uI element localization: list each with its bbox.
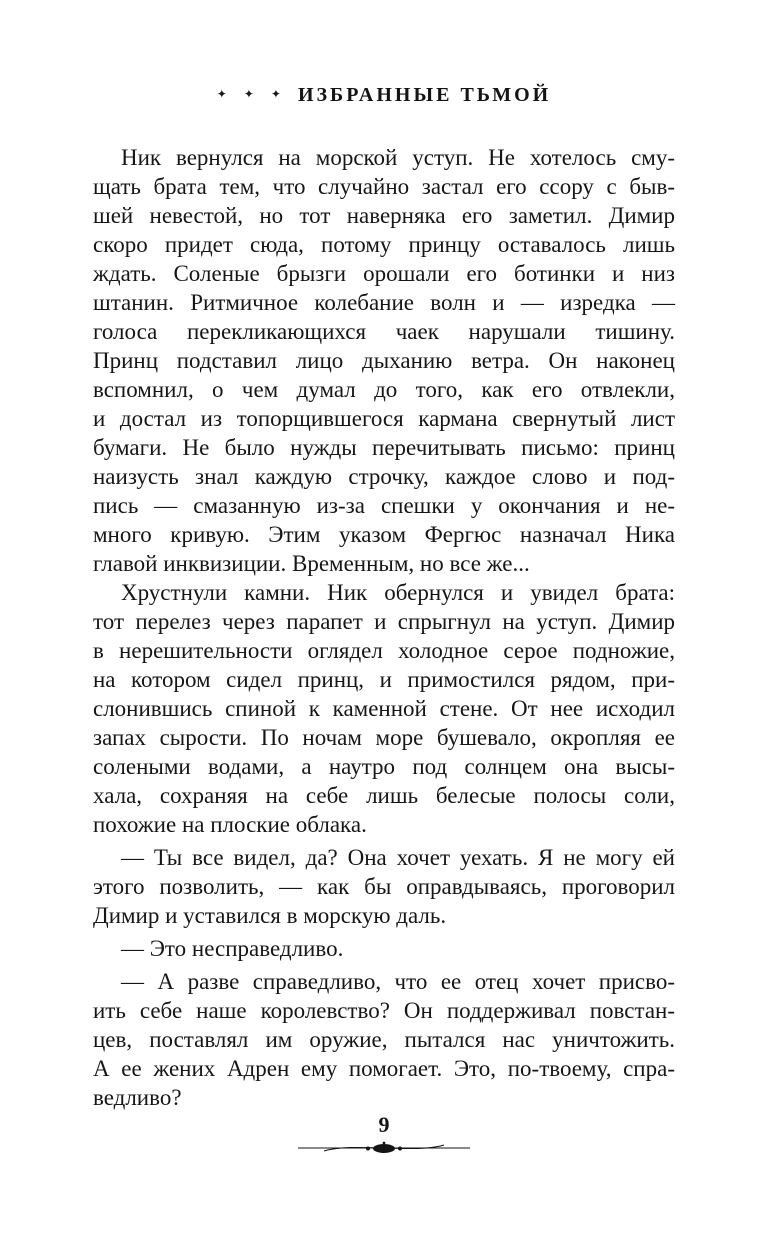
text-line: запах сырости. По ночам море бушевало, окропляя ее (93, 725, 675, 750)
text-line: ведливо? (93, 1085, 182, 1110)
text-line: Принц подставил лицо дыханию ветра. Он наконец (93, 348, 675, 373)
text-line: слонившись спиной к каменной стене. От нее исходил (93, 696, 675, 721)
page-body (93, 143, 675, 1112)
text-line: вспомнил, о чем думал до того, как его отвлекли, (93, 377, 675, 402)
text-line: Димир и уставился в морскую даль. (93, 903, 447, 928)
text-line: — Это несправедливо. (121, 936, 344, 961)
text-line: Ник вернулся на морской уступ. Не хотелось сму- (121, 145, 675, 170)
text-line: голоса перекликающихся чаек нарушали тишину. (93, 319, 675, 344)
page-number: 9 (378, 1112, 390, 1137)
text-line: солеными водами, а наутро под солнцем она высы- (93, 754, 675, 779)
text-line: А ее жених Адрен ему помогает. Это, по-твоему, спра- (93, 1056, 675, 1081)
text-line: на котором сидел принц, и примостился рядом, при- (93, 667, 675, 692)
text-line: ждать. Соленые брызги орошали его ботинки и низ (93, 261, 675, 286)
text-line: главой инквизиции. Временным, но все же... (93, 551, 530, 576)
text-line: и достал из топорщившегося кармана свернутый лист (93, 406, 675, 431)
header-ornament-icon: ✦ ✦ ✦ (216, 87, 288, 101)
text-line: наизусть знал каждую строчку, каждое слово и под- (93, 464, 675, 489)
text-line: щать брата тем, что случайно застал его ссору с быв- (93, 174, 675, 199)
text-line: штанин. Ритмичное колебание волн и — изредка — (93, 290, 675, 315)
page-footer (0, 1112, 768, 1162)
text-line: этого позволить, — как бы оправдываясь, проговорил (93, 874, 675, 899)
text-line: тот перелез через парапет и спрыгнул на уступ. Димир (93, 609, 675, 634)
text-line: шей невестой, но тот наверняка его заметил. Димир (93, 203, 675, 228)
text-line: в нерешительности оглядел холодное серое подножие, (93, 638, 675, 663)
paragraph (93, 843, 675, 930)
running-header (0, 0, 768, 107)
text-line: скоро придет сюда, потому принцу оставалось лишь (93, 232, 675, 257)
text-line: пись — смазанную из-за спешки у окончания и не- (93, 493, 675, 518)
text-line: — Ты все видел, да? Она хочет уехать. Я не могу ей (121, 845, 675, 870)
text-line: бумаги. Не было нужды перечитывать письмо: принц (93, 435, 675, 460)
text-line: похожие на плоские облака. (93, 812, 367, 837)
text-line: ить себе наше королевство? Он поддерживал повстан- (93, 998, 675, 1023)
text-line: хала, сохраняя на себе лишь белесые полосы соли, (93, 783, 675, 808)
text-line: Хрустнули камни. Ник обернулся и увидел брата: (121, 580, 675, 605)
paragraph (93, 934, 675, 963)
paragraph (93, 578, 675, 839)
text-line: цев, поставлял им оружие, пытался нас уничтожить. (93, 1027, 675, 1052)
footer-flourish-icon (0, 1139, 768, 1162)
text-line: много кривую. Этим указом Фергюс назначал Ника (93, 522, 675, 547)
text-line: — А разве справедливо, что ее отец хочет присво- (121, 969, 675, 994)
paragraph (93, 967, 675, 1112)
paragraph (93, 143, 675, 578)
page-title: ИЗБРАННЫЕ ТЬМОЙ (297, 84, 552, 106)
